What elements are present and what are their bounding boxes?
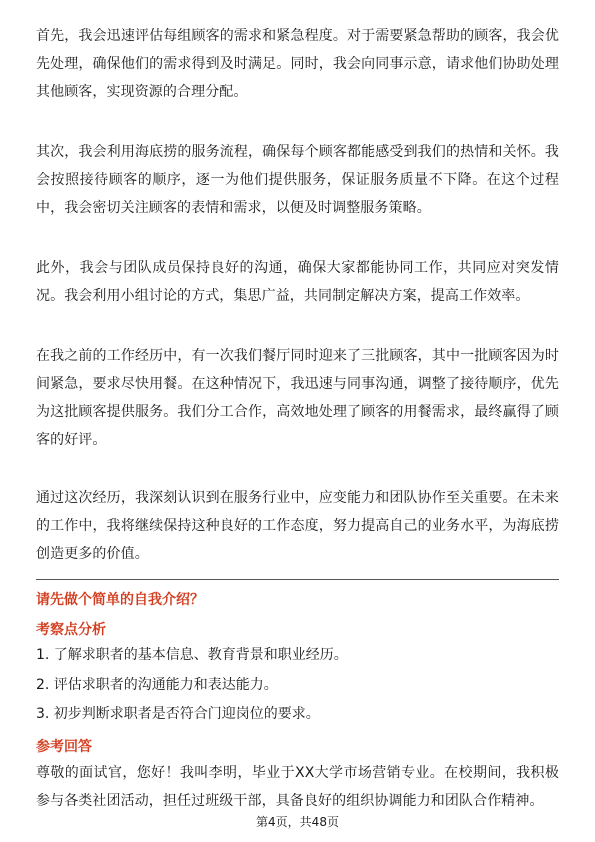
analysis-heading: 考察点分析 bbox=[36, 622, 106, 638]
page-footer: 第4页，共48页 bbox=[256, 815, 339, 829]
paragraph-2: 其次，我会利用海底捞的服务流程，确保每个顾客都能感受到我们的热情和关怀。我会按照接待顾客的顺序，逐一为他们提供服务，保证服务质量不下降。在这个过程中，我会密切关注顾客的表情和需求，以便及时调整服务策略。 bbox=[36, 144, 559, 216]
paragraph-5: 通过这次经历，我深刻认识到在服务行业中，应变能力和团队协作至关重要。在未来的工作中，我将继续保持这种良好的工作态度，努力提高自己的业务水平，为海底捞创造更多的价值。 bbox=[36, 490, 559, 562]
analysis-item: 3. 初步判断求职者是否符合门迎岗位的要求。 bbox=[36, 706, 320, 722]
paragraph-4: 在我之前的工作经历中，有一次我们餐厅同时迎来了三批顾客，其中一批顾客因为时间紧急，要求尽快用餐。在这种情况下，我迅速与同事沟通，调整了接待顺序，优先为这批顾客提供服务。我们分工合作，高效地处理了顾客的用餐需求，最终赢得了顾客的好评。 bbox=[36, 348, 559, 448]
paragraph-1: 首先，我会迅速评估每组顾客的需求和紧急程度。对于需要紧急帮助的顾客，我会优先处理，确保他们的需求得到及时满足。同时，我会向同事示意，请求他们协助处理其他顾客，实现资源的合理分配。 bbox=[36, 28, 559, 100]
answer-text: 尊敬的面试官，您好！我叫李明，毕业于XX大学市场营销专业。在校期间，我积极参与各类社团活动，担任过班级干部，具备良好的组织协调能力和团队合作精神。 bbox=[36, 765, 559, 809]
paragraph-3: 此外，我会与团队成员保持良好的沟通，确保大家都能协同工作，共同应对突发情况。我会利用小组讨论的方式，集思广益，共同制定解决方案，提高工作效率。 bbox=[36, 260, 559, 304]
analysis-item: 1. 了解求职者的基本信息、教育背景和职业经历。 bbox=[36, 647, 348, 663]
analysis-item: 2. 评估求职者的沟通能力和表达能力。 bbox=[36, 677, 278, 693]
answer-heading: 参考回答 bbox=[36, 739, 92, 755]
interview-question: 请先做个简单的自我介绍？ bbox=[36, 592, 204, 608]
section-divider bbox=[36, 579, 559, 580]
